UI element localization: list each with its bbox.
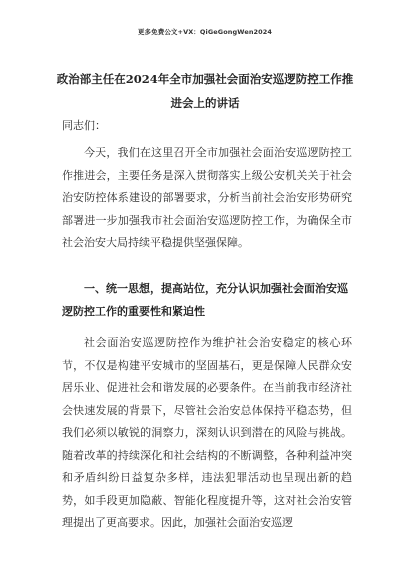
salutation: 同志们： [62,119,106,132]
header-note: 更多免费公文+VX：QiGeGongWen2024 [137,28,273,36]
body-paragraph-intro: 今天，我们在这里召开全市加强社会面治安巡逻防控工作推进会，主要任务是深入贯彻落实上级公安机关关于社会治安防控体系建设的部署要求，分析当前社会治安形势研究部署进一步加强我市社会面治安巡逻防控工作，为确保全市社会治安大局持续平稳提供坚强保障。 [62,146,352,249]
document-title: 政治部主任在2024年全市加强社会面治安巡逻防控工作推进会上的讲话 [56,72,354,110]
section-heading-1: 一、统一思想，提高站位，充分认识加强社会面治安巡逻防控工作的重要性和紧迫性 [62,282,348,318]
body-paragraph-section-1: 社会面治安巡逻防控作为维护社会治安稳定的核心环节，不仅是构建平安城市的坚固基石，更是保障人民群众安居乐业、促进社会和谐发展的必要条件。在当前我市经济社会快速发展的背景下，尽管社会治安总体保持平稳态势，但我们必须以敏锐的洞察力，深刻认识到潜在的风险与挑战。随着改革的持续深化和社会结构的不断调整，各种利益冲突和矛盾纠纷日益复杂多样，违法犯罪活动也呈现出新的趋势，如手段更加隐蔽、智能化程度提升等，这对社会治安管理提出了更高要求。因此，加强社会面治安巡逻 [62,336,352,529]
